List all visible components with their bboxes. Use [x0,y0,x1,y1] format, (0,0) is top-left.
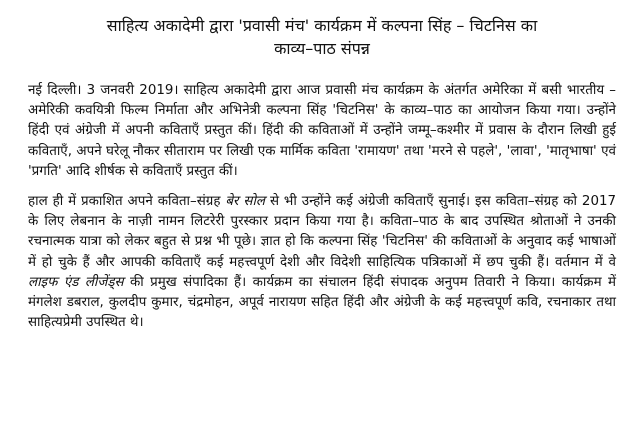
magazine-title-life-and-legends: लाइफ एंड लीजेंड्स [28,274,124,290]
title-line-1: साहित्य अकादेमी द्वारा 'प्रवासी मंच' कार्यक्रम में कल्पना सिंह – चिटनिस का [106,16,538,35]
paragraph-2 [28,192,616,333]
paragraph-1: नई दिल्ली। 3 जनवरी 2019। साहित्य अकादेमी द्वारा आज प्रवासी मंच कार्यक्रम के अंतर्गत अमेरिका में बसी भारतीय – अमेरिकी कवयित्री फिल्म निर्माता और अभिनेत्री कल्पना सिंह 'चिटनिस' के काव्य–पाठ का आयोजन किया गया। उन्होंने हिंदी एवं अंग्रेजी में अपनी कविताएँ प्रस्तुत कीं। हिंदी की कविताओं में उन्होंने जम्मू–कश्मीर में प्रवास के दौरान लिखी हुई कविताएँ, अपने घरेलू नौकर सीताराम पर लिखी एक मार्मिक कविता 'रामायण' तथा 'मरने से पहले', 'लावा', 'मातृभाषा' एवं 'प्रगति' आदि शीर्षक से कविताएँ प्रस्तुत कीं। [28,83,616,179]
book-title-bare-soul: बेर सोल [225,194,266,210]
document-title [28,14,616,60]
paragraph-2-part-a: हाल ही में प्रकाशित अपने कविता–संग्रह [28,194,226,210]
paragraph-2-part-c: की प्रमुख संपादिका हैं। कार्यक्रम का संचालन हिंदी संपादक अनुपम तिवारी ने किया। कार्यक्रम में मंगलेश डबराल, कुलदीप कुमार, चंद्रमोहन, अपूर्व नारायण सहित हिंदी और अंग्रेजी के कई महत्त्वपूर्ण कवि, रचनाकार तथा साहित्यप्रेमी उपस्थित थे। [28,274,617,331]
paragraph-2-part-b: से भी उन्होंने कई अंग्रेजी कविताएँ सुनाई। इस कविता–संग्रह को 2017 के लिए लेबनान के नाज़ी नामन लिटरेरी पुरस्कार प्रदान किया गया है। कविता–पाठ के बाद उपस्थित श्रोताओं ने उनकी रचनात्मक यात्रा को लेकर बहुत से प्रश्न भी पूछे। ज्ञात हो कि कल्पना सिंह 'चिटनिस' की कविताओं के अनुवाद कई भाषाओं में हो चुके हैं और आपकी कविताएँ कई महत्त्वपूर्ण देशी और विदेशी साहित्यिक पत्रिकाओं में छप चुकी हैं। वर्तमान में वे [28,194,616,270]
title-line-2: काव्य–पाठ संपन्न [274,39,370,58]
